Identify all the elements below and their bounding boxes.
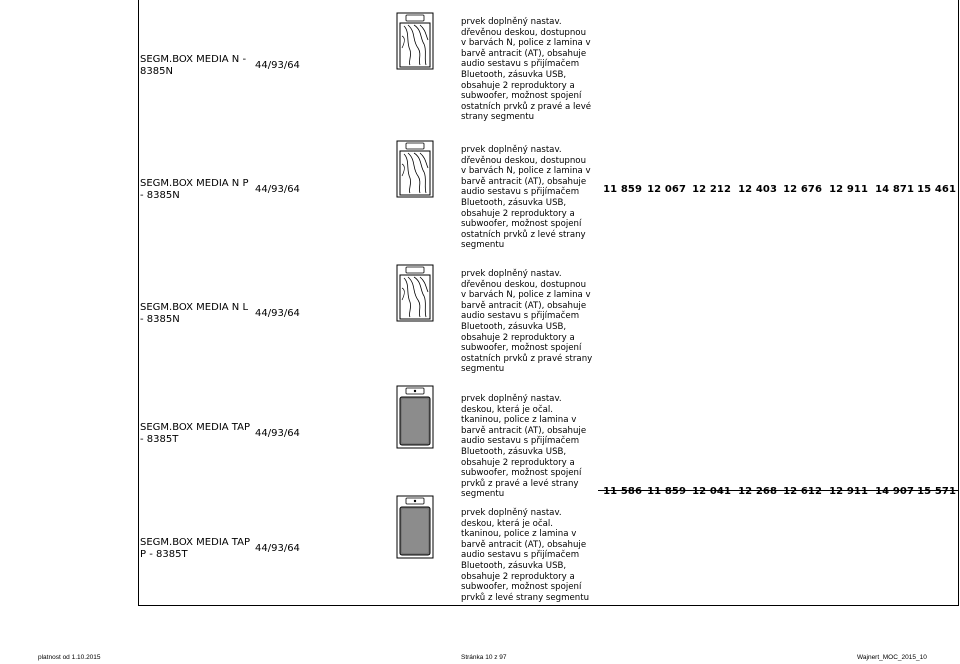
price-cell: 12 041 (692, 486, 731, 497)
fabric-front-panel-icon (396, 495, 434, 559)
product-name: SEGM.BOX MEDIA N - 8385N (140, 54, 247, 77)
product-description: prvek doplněný nastav. dřevěnou deskou, dostupnou v barvách N, police z lamina v barvě antracit (AT), obsahuje audio sestavu s přijímačem Bluetooth, zásuvka USB, obsahuje 2 reproduktory a subwoofer, možnost spojení ostatních prvků z pravé strany segmentu (461, 269, 593, 375)
product-name: SEGM.BOX MEDIA TAP - 8385T (140, 422, 250, 445)
product-name: SEGM.BOX MEDIA TAP P - 8385T (140, 537, 250, 560)
price-cell: 12 911 (829, 486, 868, 497)
price-cell: 14 871 (875, 184, 914, 195)
product-description: prvek doplněný nastav. dřevěnou deskou, dostupnou v barvách N, police z lamina v barvě antracit (AT), obsahuje audio sestavu s přijímačem Bluetooth, zásuvka USB, obsahuje 2 reproduktory a subwoofer, možnost spojení ostatních prvků z levé strany segmentu (461, 145, 591, 251)
price-row (600, 486, 958, 500)
product-description: prvek doplněný nastav. deskou, která je očal. tkaninou, police z lamina v barvě antracit (AT), obsahuje audio sestavu s přijímačem Bluetooth, zásuvka USB, obsahuje 2 reproduktory a subwoofer, možnost spojení prvků z levé strany segmentu (461, 508, 590, 603)
price-cell: 12 403 (738, 184, 777, 195)
product-description: prvek doplněný nastav. dřevěnou deskou, dostupnou v barvách N, police z lamina v barvě antracit (AT), obsahuje audio sestavu s přijímačem Bluetooth, zásuvka USB, obsahuje 2 reproduktory a subwoofer, možnost spojení ostatních prvků z pravé a levé strany segmentu (461, 17, 592, 123)
product-description: prvek doplněný nastav. deskou, která je očal. tkaninou, police z lamina v barvě antracit (AT), obsahuje audio sestavu s přijímačem Bluetooth, zásuvka USB, obsahuje 2 reproduktory a subwoofer, možnost spojení prvků z pravé a levé strany segmentu (461, 394, 587, 500)
fabric-front-panel-icon (396, 385, 434, 449)
footer-valid-from: platnost od 1.10.2015 (38, 654, 101, 661)
price-cell: 11 586 (603, 486, 642, 497)
price-cell: 14 907 (875, 486, 914, 497)
footer-document-id: Wajnert_MOC_2015_10 (857, 654, 927, 661)
footer-page-number: Stránka 10 z 97 (461, 654, 507, 661)
price-cell: 12 676 (783, 184, 822, 195)
product-code: 44/93/64 (255, 543, 300, 554)
price-cell: 11 859 (647, 486, 686, 497)
price-cell: 12 212 (692, 184, 731, 195)
product-name: SEGM.BOX MEDIA N L - 8385N (140, 302, 249, 325)
price-row (600, 184, 958, 198)
price-cell: 12 067 (647, 184, 686, 195)
price-cell: 11 859 (603, 184, 642, 195)
wood-front-panel-icon (396, 12, 434, 70)
price-cell: 15 571 (917, 486, 956, 497)
price-cell: 12 268 (738, 486, 777, 497)
price-cell: 12 612 (783, 486, 822, 497)
wood-front-panel-icon (396, 140, 434, 198)
product-code: 44/93/64 (255, 184, 300, 195)
wood-front-panel-icon (396, 264, 434, 322)
price-cell: 12 911 (829, 184, 868, 195)
product-code: 44/93/64 (255, 428, 300, 439)
price-cell: 15 461 (917, 184, 956, 195)
product-code: 44/93/64 (255, 308, 300, 319)
product-code: 44/93/64 (255, 60, 300, 71)
product-name: SEGM.BOX MEDIA N P - 8385N (140, 178, 249, 201)
